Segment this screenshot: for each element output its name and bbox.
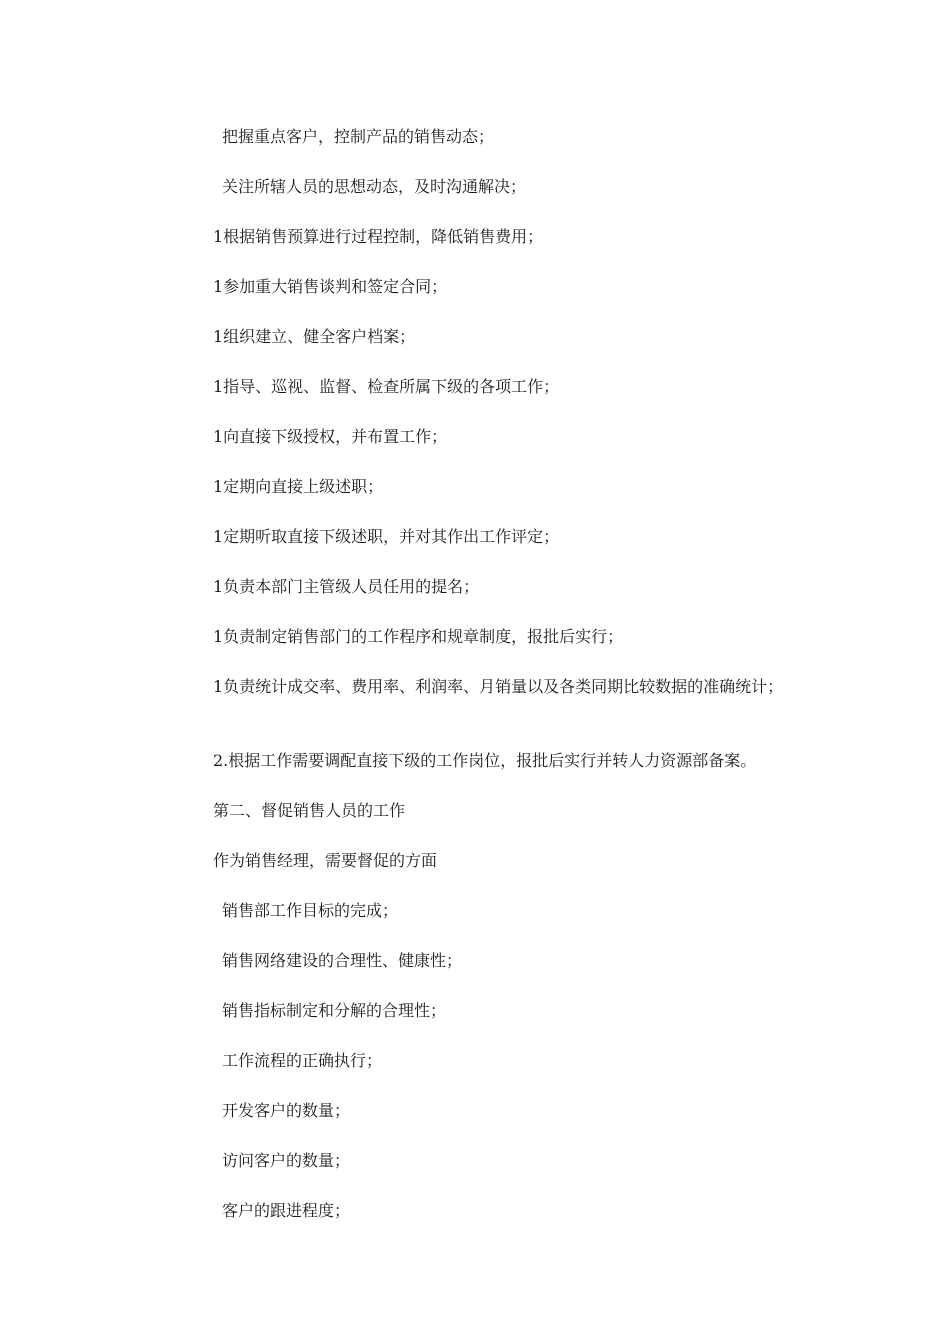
paragraph: 1定期向直接上级述职； bbox=[213, 477, 384, 496]
paragraph: 1定期听取直接下级述职，并对其作出工作评定； bbox=[213, 527, 560, 546]
paragraph: 销售网络建设的合理性、健康性； bbox=[222, 951, 463, 970]
paragraph: 工作流程的正确执行； bbox=[222, 1051, 383, 1070]
paragraph: 1负责制定销售部门的工作程序和规章制度，报批后实行； bbox=[213, 627, 624, 646]
paragraph: 访问客户的数量； bbox=[222, 1151, 351, 1170]
paragraph: 关注所辖人员的思想动态，及时沟通解决； bbox=[222, 177, 527, 196]
paragraph: 1负责统计成交率、费用率、利润率、月销量以及各类同期比较数据的准确统计； bbox=[213, 677, 784, 696]
paragraph: 销售部工作目标的完成； bbox=[222, 901, 399, 920]
section-heading: 第二、督促销售人员的工作 bbox=[213, 801, 406, 820]
paragraph: 1参加重大销售谈判和签定合同； bbox=[213, 277, 448, 296]
paragraph: 2.根据工作需要调配直接下级的工作岗位，报批后实行并转人力资源部备案。 bbox=[213, 751, 757, 770]
paragraph: 1指导、巡视、监督、检查所属下级的各项工作； bbox=[213, 377, 560, 396]
paragraph: 1向直接下级授权，并布置工作； bbox=[213, 427, 448, 446]
paragraph: 1组织建立、健全客户档案； bbox=[213, 327, 416, 346]
paragraph: 销售指标制定和分解的合理性； bbox=[222, 1001, 447, 1020]
paragraph: 把握重点客户，控制产品的销售动态； bbox=[222, 127, 495, 146]
paragraph: 1根据销售预算进行过程控制，降低销售费用； bbox=[213, 227, 544, 246]
paragraph: 客户的跟进程度； bbox=[222, 1201, 351, 1220]
paragraph: 作为销售经理，需要督促的方面 bbox=[213, 851, 438, 870]
paragraph: 1负责本部门主管级人员任用的提名； bbox=[213, 577, 480, 596]
paragraph: 开发客户的数量； bbox=[222, 1101, 351, 1120]
